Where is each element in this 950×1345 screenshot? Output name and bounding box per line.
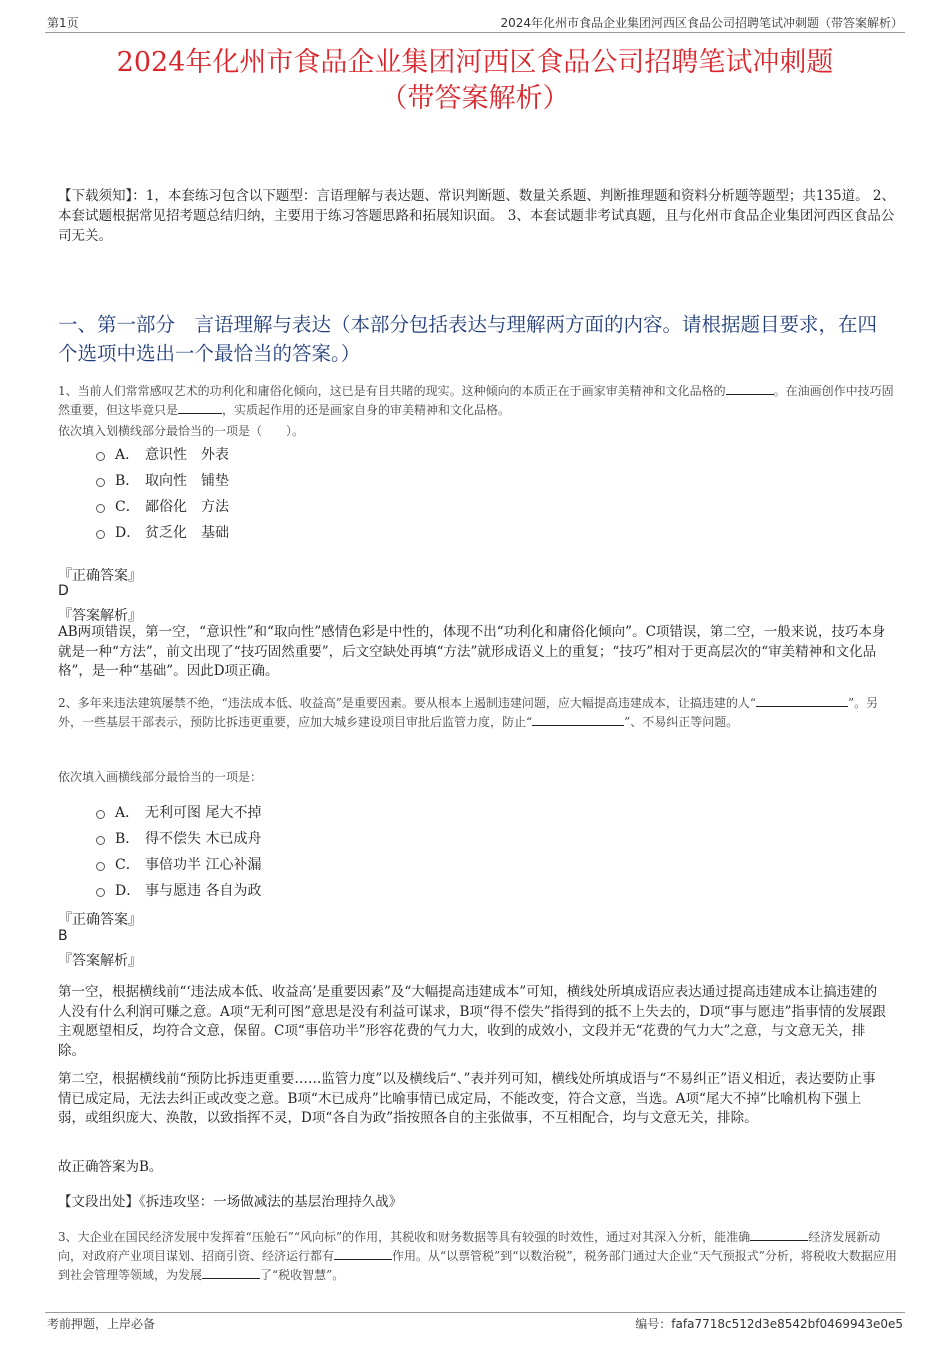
q2-analysis-label: 『答案解析』 — [58, 953, 142, 969]
q2-option-d[interactable]: D． 事与愿违 各自为政 — [96, 880, 261, 900]
q1-option-a[interactable]: A． 意识性 外表 — [96, 444, 229, 464]
section-heading: 一、第一部分 言语理解与表达（本部分包括表达与理解两方面的内容。请根据题目要求，在四个选项中选出一个最恰当的答案。） — [58, 313, 878, 365]
q2-source: 【文段出处】《拆违攻坚：一场做减法的基层治理持久战》 — [58, 1194, 403, 1210]
radio-icon[interactable] — [96, 862, 105, 871]
radio-icon[interactable] — [96, 836, 105, 845]
q1-analysis-label: 『答案解析』 — [58, 608, 142, 624]
q2-answer: B — [58, 928, 68, 944]
q2-option-a[interactable]: A． 无利可图 尾大不掉 — [96, 802, 261, 822]
q1-option-c[interactable]: C． 鄙俗化 方法 — [96, 496, 229, 516]
blank-line — [334, 1247, 392, 1260]
q2-answer-label: 『正确答案』 — [58, 912, 142, 928]
q2-option-b[interactable]: B． 得不偿失 木已成舟 — [96, 828, 261, 848]
radio-icon[interactable] — [96, 810, 105, 819]
radio-icon[interactable] — [96, 452, 105, 461]
q2-analysis-para-2: 第二空，根据横线前“预防比拆违更重要……监管力度”以及横线后“、”表并列可知，横线处所填成语与“不易纠正”语义相近，表达要防止事情已成定局，无法去纠正或改变之意。B项“木已成舟”比喻事情已成定局，不能改变，符合文意，当选。A项“尾大不掉”比喻机构下强上弱，或组织庞大、涣散，以致指挥不灵，D项“各自为政”指按照各自的主张做事，不互相配合，均与文意无关，排除。 — [58, 1071, 876, 1126]
question-1-stem: 1、当前人们常常感叹艺术的功利化和庸俗化倾向，这已是有目共睹的现实。这种倾向的本质正在于画家审美精神和文化品格的 。在油画创作中技巧固然重要，但这毕竟只是 ，实质起作用的还是画家自身的审美精神和文化品格。 — [58, 384, 894, 417]
footer-code: 编号：fafa7718c512d3e8542bf0469943e0e5 — [635, 1317, 903, 1331]
page-number: 第1页 — [47, 16, 79, 30]
document-title: 2024年化州市食品企业集团河西区食品公司招聘笔试冲刺题 — [116, 47, 834, 78]
q2-analysis-para-1: 第一空，根据横线前“‘违法成本低、收益高’是重要因素”及“大幅提高违建成本”可知，横线处所填成语应表达通过提高违建成本让搞违建的人没有什么利润可赚之意。A项“无利可图”意思是没有利益可谋求，B项“得不偿失”指得到的抵不上失去的，D项“事与愿违”指事情的发展跟主观愿望相反，均符合文意，保留。C项“事倍功半”形容花费的气力大，收到的成效小，文段并无“花费的气力大”之意，与文意无关，排除。 — [58, 984, 886, 1059]
q1-answer: D — [58, 583, 69, 599]
radio-icon[interactable] — [96, 504, 105, 513]
blank-line — [202, 1266, 260, 1279]
radio-icon[interactable] — [96, 478, 105, 487]
radio-icon[interactable] — [96, 888, 105, 897]
blank-line — [532, 713, 624, 726]
question-1-prompt: 依次填入划横线部分最恰当的一项是（ ）。 — [58, 424, 305, 438]
q1-analysis: AB两项错误，第一空，“意识性”和“取向性”感情色彩是中性的，体现不出“功利化和庸俗化倾向”。C项错误，第二空，一般来说，技巧本身就是一种“方法”，前文出现了“技巧固然重要”，后文空缺处再填“方法”就形成语义上的重复；“技巧”相对于更高层次的“审美精神和文化品格”，是一种“基础”。因此D项正确。 — [58, 624, 886, 679]
header-divider — [45, 32, 905, 33]
radio-icon[interactable] — [96, 530, 105, 539]
header-doc-title: 2024年化州市食品企业集团河西区食品公司招聘笔试冲刺题（带答案解析） — [500, 16, 903, 30]
question-2-stem: 2、多年来违法建筑屡禁不绝，“违法成本低、收益高”是重要因素。要从根本上遏制违建问题，应大幅提高违建成本，让搞违建的人“ ”。另外，一些基层干部表示，预防比拆违更重要，应加大城乡建设项目审批后监管力度，防止“ ”、不易纠正等问题。 — [58, 696, 879, 729]
document-subtitle: （带答案解析） — [380, 83, 570, 114]
footer-slogan: 考前押题，上岸必备 — [47, 1317, 156, 1331]
q2-option-c[interactable]: C． 事倍功半 江心补漏 — [96, 854, 261, 874]
blank-line — [756, 694, 848, 707]
q2-analysis-para-3: 故正确答案为B。 — [58, 1159, 163, 1175]
footer-divider — [45, 1312, 905, 1313]
blank-line — [178, 401, 222, 414]
blank-line — [726, 382, 774, 395]
q1-option-b[interactable]: B． 取向性 铺垫 — [96, 470, 229, 490]
blank-line — [750, 1228, 808, 1241]
question-3-stem: 3、大企业在国民经济发展中发挥着“压舱石”“风向标”的作用，其税收和财务数据等具有较强的时效性，通过对其深入分析，能准确 经济发展新动向，对政府产业项目谋划、招商引资、经济运行都有 作用。从“以票管税”到“以数治税”，税务部门通过大企业“天气预报式”分析，将税收大数据应用到社会管理等领域，为发展 了“税收智慧”。 — [58, 1230, 897, 1282]
q1-option-d[interactable]: D． 贫乏化 基础 — [96, 522, 229, 542]
q1-answer-label: 『正确答案』 — [58, 568, 142, 584]
question-2-prompt: 依次填入画横线部分最恰当的一项是： — [58, 770, 263, 784]
download-notice: 【下载须知】：1，本套练习包含以下题型：言语理解与表达题、常识判断题、数量关系题、判断推理题和资料分析题等题型；共135道。 2、本套试题根据常见招考题总结归纳，主要用于练习答题思路和拓展知识面。 3、本套试题非考试真题，且与化州市食品企业集团河西区食品公司无关。 — [58, 188, 895, 244]
